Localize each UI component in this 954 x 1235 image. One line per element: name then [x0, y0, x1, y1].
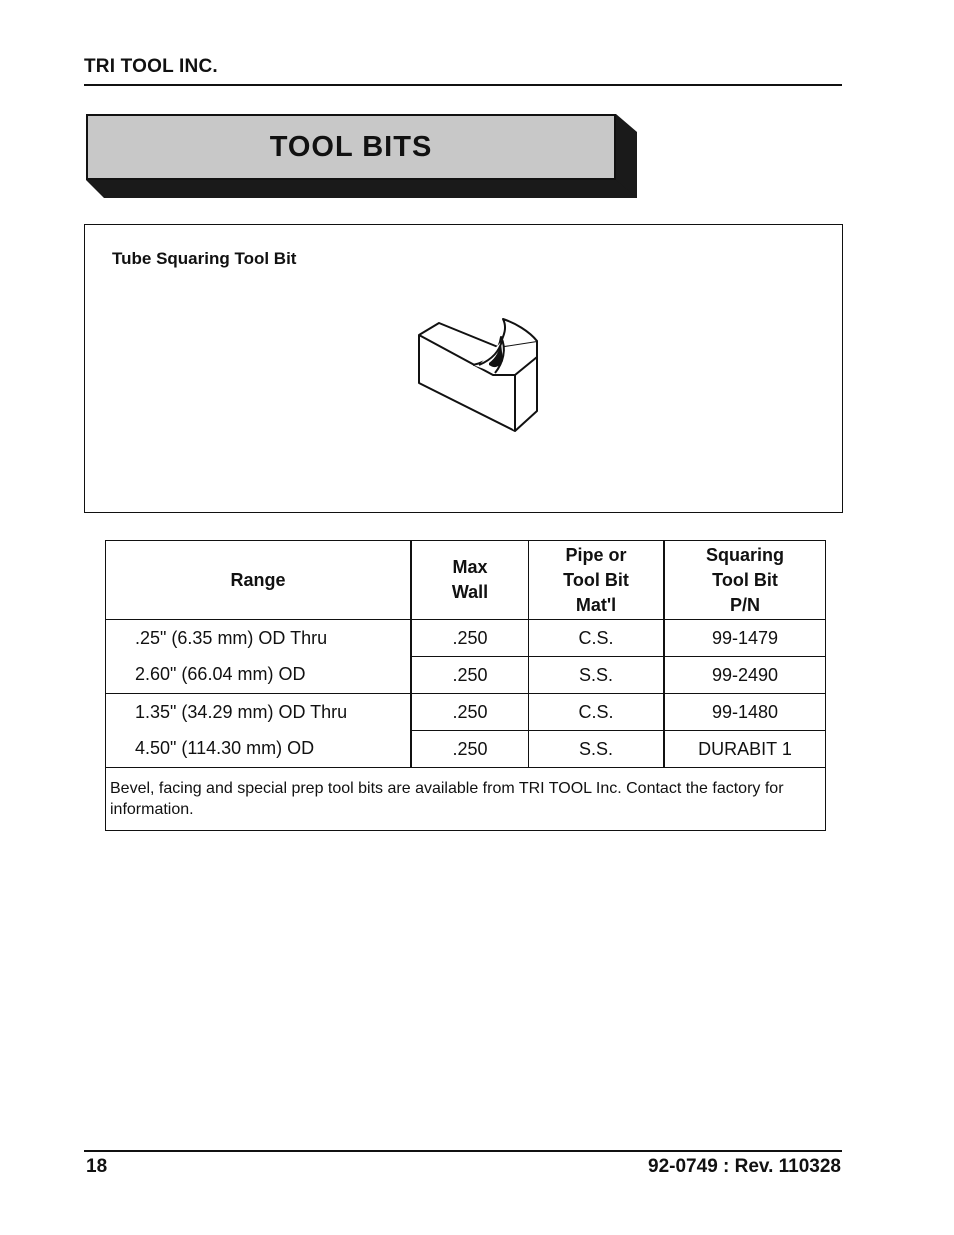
- table-row: [106, 620, 826, 657]
- part-number-cell: DURABIT 1: [664, 731, 826, 768]
- figure-caption: Tube Squaring Tool Bit: [112, 249, 297, 268]
- tool-bit-illustration: [403, 305, 543, 435]
- company-name: TRI TOOL INC.: [84, 56, 218, 77]
- header-max-wall: Max Wall: [411, 541, 529, 620]
- figure-panel: [84, 224, 843, 513]
- page-number: 18: [86, 1156, 108, 1177]
- header-range: Range: [106, 541, 412, 620]
- range-cell: 2.60" (66.04 mm) OD: [106, 657, 412, 694]
- header-part-number: Squaring Tool Bit P/N: [664, 541, 826, 620]
- max-wall-cell: .250: [411, 694, 529, 731]
- table-row: [106, 657, 826, 694]
- part-number-cell: 99-2490: [664, 657, 826, 694]
- material-cell: S.S.: [529, 731, 665, 768]
- table-row: [106, 694, 826, 731]
- max-wall-cell: .250: [411, 657, 529, 694]
- footer-rule: [84, 1150, 842, 1152]
- range-cell: .25" (6.35 mm) OD Thru: [106, 620, 412, 657]
- range-cell: 1.35" (34.29 mm) OD Thru: [106, 694, 412, 731]
- max-wall-cell: .250: [411, 620, 529, 657]
- table-row: [106, 731, 826, 768]
- material-cell: C.S.: [529, 694, 665, 731]
- header-material: Pipe or Tool Bit Mat'l: [529, 541, 665, 620]
- part-number-cell: 99-1480: [664, 694, 826, 731]
- material-cell: C.S.: [529, 620, 665, 657]
- table-note: Bevel, facing and special prep tool bits are available from TRI TOOL Inc. Contact the factory for information.: [106, 768, 826, 831]
- document-revision: 92-0749 : Rev. 110328: [648, 1156, 841, 1177]
- tool-bit-table: [105, 540, 826, 831]
- table-note-row: [106, 768, 826, 831]
- max-wall-cell: .250: [411, 731, 529, 768]
- section-title: TOOL BITS: [86, 114, 616, 180]
- range-cell: 4.50" (114.30 mm) OD: [106, 731, 412, 768]
- material-cell: S.S.: [529, 657, 665, 694]
- title-box-depth: [0, 0, 954, 220]
- part-number-cell: 99-1479: [664, 620, 826, 657]
- table-header-row: [106, 541, 826, 620]
